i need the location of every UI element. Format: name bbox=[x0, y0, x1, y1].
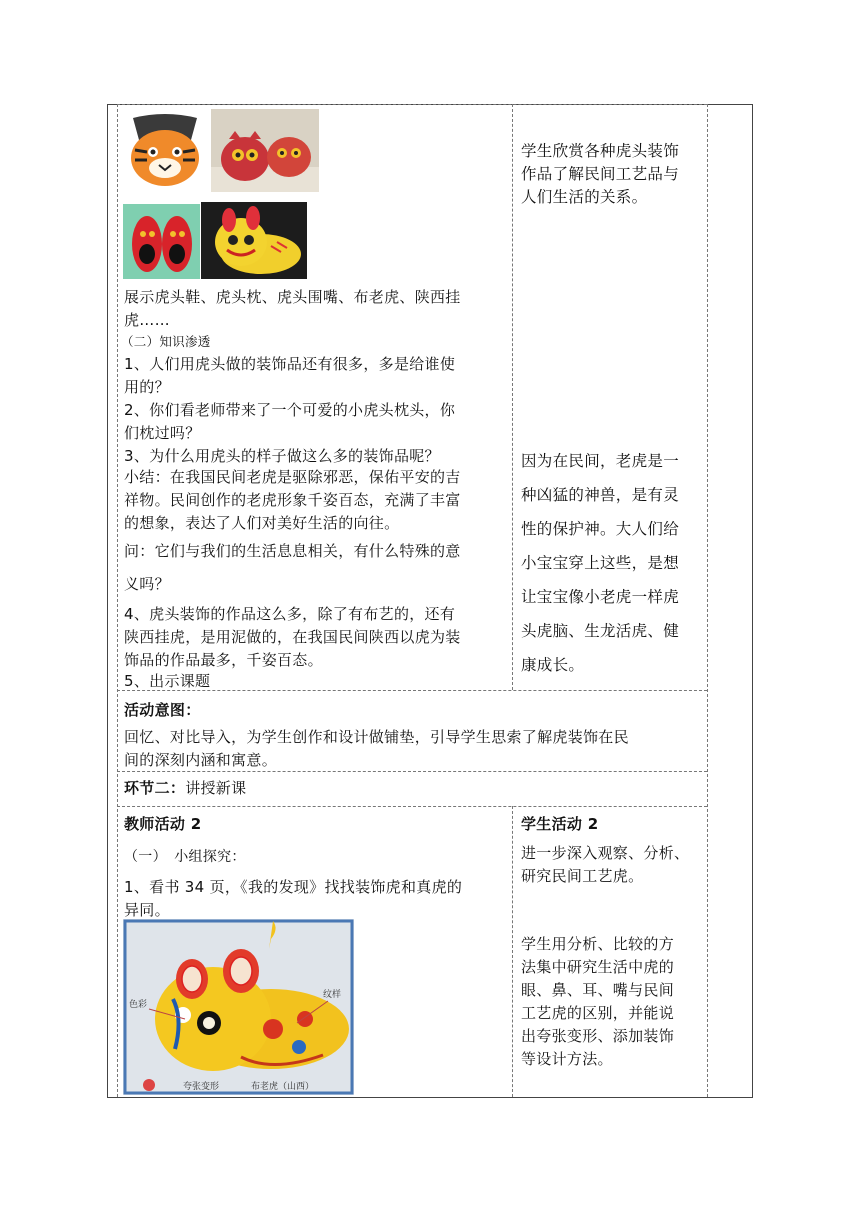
cloth-tiger-image bbox=[201, 202, 307, 279]
column-divider bbox=[512, 806, 513, 1097]
intent-heading: 活动意图： bbox=[124, 701, 201, 719]
paragraph: 们枕过吗？ bbox=[124, 424, 201, 442]
paragraph: 法集中研究生活中虎的 bbox=[521, 958, 675, 976]
paragraph: 学生用分析、比较的方 bbox=[521, 935, 675, 953]
table-border-right bbox=[752, 104, 753, 1097]
paragraph: 出夸张变形、添加装饰 bbox=[521, 1027, 675, 1045]
paragraph: 人们生活的关系。 bbox=[521, 188, 648, 206]
row-divider bbox=[117, 104, 707, 105]
paragraph: 1、看书 34 页，《我的发现》找找装饰虎和真虎的 bbox=[124, 878, 463, 896]
paragraph: 饰品的作品最多，千姿百态。 bbox=[124, 651, 323, 669]
tiger-bib-image bbox=[125, 110, 205, 192]
stage-title: 讲授新课 bbox=[185, 779, 247, 797]
student-activity-heading: 学生活动 2 bbox=[521, 815, 599, 833]
teacher-activity-heading: 教师活动 2 bbox=[124, 815, 202, 833]
paragraph: 让宝宝像小老虎一样虎 bbox=[521, 588, 680, 606]
paragraph: 义吗？ bbox=[124, 575, 170, 593]
paragraph: 间的深刻内涵和寓意。 bbox=[124, 751, 278, 769]
column-divider bbox=[117, 104, 118, 1097]
paragraph: 康成长。 bbox=[521, 656, 585, 674]
paragraph: 等设计方法。 bbox=[521, 1050, 613, 1068]
paragraph: 头虎脑、生龙活虎、健 bbox=[521, 622, 680, 640]
paragraph: 工艺虎的区别，并能说 bbox=[521, 1004, 675, 1022]
paragraph: 眼、鼻、耳、嘴与民间 bbox=[521, 981, 675, 999]
diagram-label-pattern: 纹样 bbox=[323, 990, 342, 1000]
paragraph: 作品了解民间工艺品与 bbox=[521, 165, 680, 183]
paragraph: 3、为什么用虎头的样子做这么多的装饰品呢？ bbox=[124, 447, 440, 465]
row-divider bbox=[117, 771, 707, 772]
stage-label: 环节二： bbox=[124, 779, 186, 797]
section-heading: （二）知识渗透 bbox=[121, 334, 211, 349]
paragraph: 陕西挂虎，是用泥做的，在我国民间陕西以虎为装 bbox=[124, 628, 461, 646]
paragraph: 虎…… bbox=[124, 311, 170, 329]
paragraph: 5、出示课题 bbox=[124, 672, 211, 690]
paragraph: 用的？ bbox=[124, 378, 170, 396]
tiger-shoes-image bbox=[123, 204, 200, 279]
paragraph: 回忆、对比导入，为学生创作和设计做铺垫，引导学生思索了解虎装饰在民 bbox=[124, 728, 629, 746]
paragraph: 4、虎头装饰的作品这么多，除了有布艺的，还有 bbox=[124, 605, 456, 623]
table-border-left bbox=[107, 104, 108, 1097]
paragraph: 1、人们用虎头做的装饰品还有很多，多是给谁使 bbox=[124, 355, 456, 373]
column-divider bbox=[707, 104, 708, 1097]
paragraph: 进一步深入观察、分析、 bbox=[521, 844, 690, 862]
paragraph: 的想象，表达了人们对美好生活的向往。 bbox=[124, 514, 400, 532]
subsection-heading: （一） 小组探究： bbox=[124, 849, 246, 865]
paragraph: 小结：在我国民间老虎是驱除邪恶，保佑平安的吉 bbox=[124, 468, 461, 486]
paragraph: 展示虎头鞋、虎头枕、虎头围嘴、布老虎、陕西挂 bbox=[124, 288, 461, 306]
diagram-label-color: 色彩 bbox=[129, 1000, 148, 1010]
diagram-caption: 布老虎（山西） bbox=[251, 1082, 315, 1092]
table-border-bottom bbox=[107, 1097, 753, 1098]
paragraph: 学生欣赏各种虎头装饰 bbox=[521, 142, 680, 160]
paragraph: 性的保护神。大人们给 bbox=[521, 520, 680, 538]
paragraph: 祥物。民间创作的老虎形象千姿百态，充满了丰富 bbox=[124, 491, 461, 509]
paragraph: 种凶猛的神兽，是有灵 bbox=[521, 486, 680, 504]
diagram-label-exaggeration: 夸张变形 bbox=[183, 1082, 220, 1092]
paragraph: 因为在民间，老虎是一 bbox=[521, 452, 680, 470]
tiger-pillow-image bbox=[211, 109, 319, 192]
stage-heading bbox=[124, 777, 246, 799]
row-divider bbox=[117, 806, 707, 807]
cloth-tiger-diagram-image bbox=[123, 919, 354, 1095]
paragraph: 小宝宝穿上这些，是想 bbox=[521, 554, 680, 572]
paragraph: 问：它们与我们的生活息息相关，有什么特殊的意 bbox=[124, 542, 461, 560]
paragraph: 研究民间工艺虎。 bbox=[521, 867, 644, 885]
column-divider bbox=[512, 104, 513, 690]
paragraph: 2、你们看老师带来了一个可爱的小虎头枕头，你 bbox=[124, 401, 456, 419]
paragraph: 异同。 bbox=[124, 901, 170, 919]
